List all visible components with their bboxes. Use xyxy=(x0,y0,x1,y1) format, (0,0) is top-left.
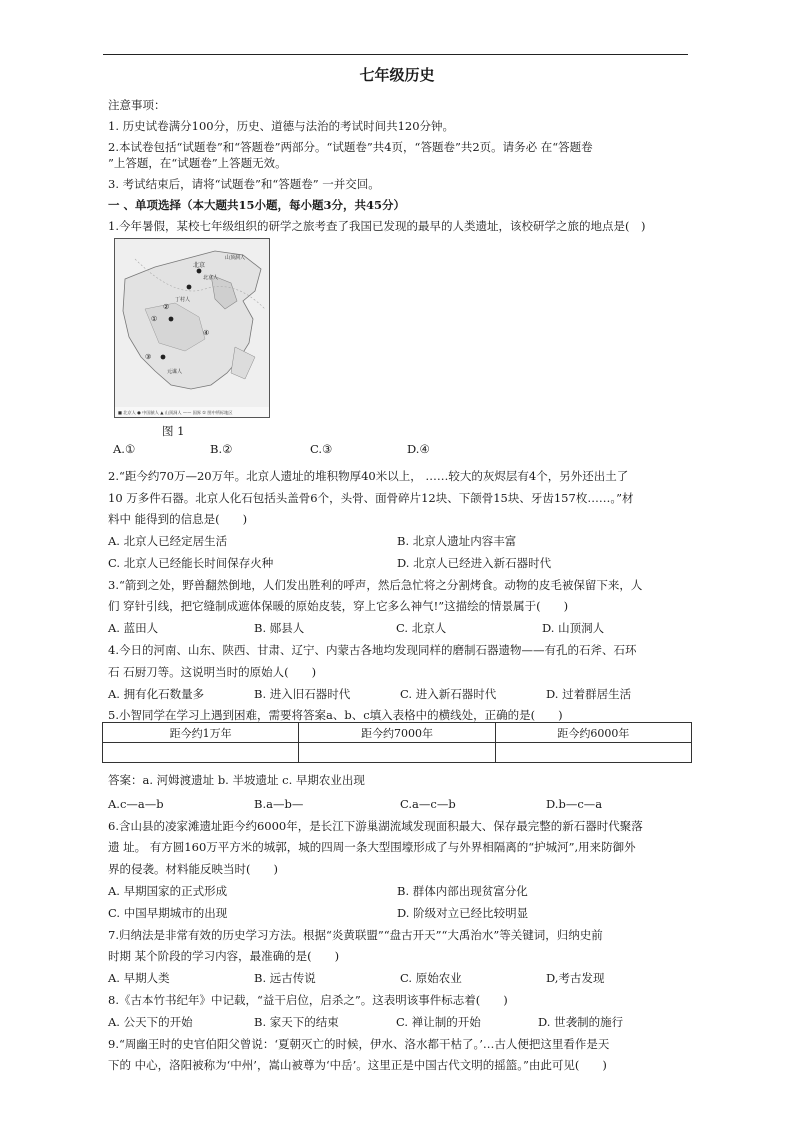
map-label: 丁村人 xyxy=(175,297,191,303)
question-1-option-a[interactable]: A.① xyxy=(113,442,136,456)
question-8-stem: 8.《古本竹书纪年》中记载，“益干启位，启杀之”。这表明该事件标志着( ) xyxy=(108,993,508,1007)
map-label: 山顶洞人 xyxy=(225,255,246,261)
question-3-option-c[interactable]: C. 北京人 xyxy=(396,621,447,635)
question-5-option-c[interactable]: C.a—c—b xyxy=(400,797,456,811)
map-legend: ■ 北京人 ● 中国猿人 ▲ 山顶洞人 —— 国界 ① 图中所标地区 xyxy=(118,410,233,415)
map-number: ① xyxy=(151,315,158,323)
question-3-option-b[interactable]: B. 郧县人 xyxy=(254,621,305,635)
question-4-option-a[interactable]: A. 拥有化石数量多 xyxy=(108,687,205,701)
question-3-line: 3.“箭到之处，野兽翻然倒地，人们发出胜利的呼声，然后急忙将之分割烤食。动物的皮毛被保留下来，人 xyxy=(108,578,643,592)
question-5-table xyxy=(102,722,692,763)
map-number: ③ xyxy=(145,353,152,361)
site-marker xyxy=(169,317,174,322)
question-3-option-d[interactable]: D. 山顶洞人 xyxy=(542,621,605,635)
question-4-line: 4.今日的河南、山东、陕西、甘肃、辽宁、内蒙古各地均发现同样的磨制石器遗物——有孔的石斧、石环 xyxy=(108,643,637,657)
question-3-line: 们 穿针引线，把它缝制成遮体保暖的原始皮装，穿上它多么神气!”这描绘的情景属于( ) xyxy=(108,599,569,613)
notice-heading: 注意事项： xyxy=(108,98,166,112)
site-marker xyxy=(161,355,166,360)
question-6-option-c[interactable]: C. 中国早期城市的出现 xyxy=(108,906,228,920)
question-6-option-a[interactable]: A. 早期国家的正式形成 xyxy=(108,884,228,898)
question-4-option-c[interactable]: C. 进入新石器时代 xyxy=(400,687,497,701)
table-header-cell: 距今约6000年 xyxy=(495,723,691,743)
table-row xyxy=(103,743,692,763)
note-line: 3. 考试结束后，请将“试题卷”和“答题卷” 一并交回。 xyxy=(108,177,380,191)
question-2-option-d[interactable]: D. 北京人已经进入新石器时代 xyxy=(397,556,552,570)
question-7-option-b[interactable]: B. 远古传说 xyxy=(254,971,316,985)
question-2-option-b[interactable]: B. 北京人遗址内容丰富 xyxy=(397,534,517,548)
question-5-option-b[interactable]: B.a—b— xyxy=(254,797,304,811)
page-title: 七年级历史 xyxy=(359,66,435,84)
map-label: 北京 xyxy=(193,262,206,269)
question-5-option-d[interactable]: D.b—c—a xyxy=(546,797,603,811)
question-2-option-c[interactable]: C. 北京人已经能长时间保存火种 xyxy=(108,556,274,570)
table-blank-cell[interactable] xyxy=(103,743,299,763)
question-1-option-d[interactable]: D.④ xyxy=(407,442,430,456)
question-6-option-b[interactable]: B. 群体内部出现贫富分化 xyxy=(397,884,528,898)
question-7-line: 7.归纳法是非常有效的历史学习方法。根据“炎黄联盟”“盘古开天”“大禹治水”等关键词，归纳史前 xyxy=(108,928,603,942)
question-9-line: 下的 中心，洛阳被称为‘中州’，嵩山被尊为‘中岳’。这里正是中国古代文明的摇篮。”由此可见( ) xyxy=(108,1058,607,1072)
map-label: 元谋人 xyxy=(167,369,183,375)
section-heading: 一 、单项选择（本大题共15小题，每小题3分，共45分） xyxy=(108,198,406,212)
question-8-option-b[interactable]: B. 家天下的结束 xyxy=(254,1015,339,1029)
note-line: 2.本试卷包括“试题卷”和“答题卷”两部分。“试题卷”共4页，“答题卷”共2页。请务必 在“答题卷 xyxy=(108,140,593,154)
question-5-stem: 5.小智同学在学习上遇到困难，需要将答案a、b、c填入表格中的横线处，正确的是( ) xyxy=(108,708,563,722)
question-7-option-c[interactable]: C. 原始农业 xyxy=(400,971,462,985)
map-number: ② xyxy=(163,303,170,311)
note-line: 1. 历史试卷满分100分，历史、道德与法治的考试时间共120分钟。 xyxy=(108,119,455,133)
map-number: ④ xyxy=(203,329,210,337)
question-2-line: 10 万多件石器。北京人化石包括头盖骨6个，头骨、面骨碎片12块、下颌骨15块、牙齿157枚……。”材 xyxy=(108,491,634,505)
question-6-line: 6.含山县的凌家滩遗址距今约6000年，是长江下游巢湖流域发现面积最大、保存最完整的新石器时代聚落 xyxy=(108,819,643,833)
question-2-line: 料中 能得到的信息是( ) xyxy=(108,512,248,526)
question-4-option-b[interactable]: B. 进入旧石器时代 xyxy=(254,687,351,701)
table-header-cell: 距今约7000年 xyxy=(299,723,495,743)
table-blank-cell[interactable] xyxy=(299,743,495,763)
question-1-option-b[interactable]: B.② xyxy=(210,442,233,456)
question-4-line: 石 石厨刀等。这说明当时的原始人( ) xyxy=(108,665,317,679)
question-2-option-a[interactable]: A. 北京人已经定居生活 xyxy=(108,534,228,548)
question-6-line: 界的侵袭。材料能反映当时( ) xyxy=(108,862,278,876)
question-6-option-d[interactable]: D. 阶级对立已经比较明显 xyxy=(397,906,529,920)
question-3-option-a[interactable]: A. 蓝田人 xyxy=(108,621,159,635)
question-2-line: 2.“距今约70万—20万年。北京人遗址的堆积物厚40米以上， ……较大的灰烬层有4个，另外还出土了 xyxy=(108,469,629,483)
site-marker xyxy=(187,285,192,290)
question-8-option-d[interactable]: D. 世袭制的施行 xyxy=(538,1015,624,1029)
question-7-option-a[interactable]: A. 早期人类 xyxy=(108,971,170,985)
question-5-option-a[interactable]: A.c—a—b xyxy=(108,797,164,811)
question-9-line: 9.“周幽王时的史官伯阳父曾说：‘夏朝灭亡的时候，伊水、洛水都干枯了。’…古人便把这里看作是天 xyxy=(108,1037,610,1051)
question-7-option-d[interactable]: D,考古发现 xyxy=(546,971,605,985)
table-blank-cell[interactable] xyxy=(495,743,691,763)
question-1-option-c[interactable]: C.③ xyxy=(310,442,333,456)
question-8-option-a[interactable]: A. 公天下的开始 xyxy=(108,1015,193,1029)
question-6-line: 遗 址。 有方圆160万平方米的城郭，城的四周一条大型围壕形成了与外界相隔离的“护城河”,用来防御外 xyxy=(108,840,636,854)
question-5-answers: 答案：a. 河姆渡遗址 b. 半坡遗址 c. 早期农业出现 xyxy=(108,773,365,787)
note-line: ”上答题，在“试题卷”上答题无效。 xyxy=(108,156,287,170)
top-rule xyxy=(103,54,688,55)
question-7-line: 时期 某个阶段的学习内容，最准确的是( ) xyxy=(108,949,340,963)
table-row xyxy=(103,723,692,743)
question-4-option-d[interactable]: D. 过着群居生活 xyxy=(546,687,632,701)
question-8-option-c[interactable]: C. 禅让制的开始 xyxy=(396,1015,481,1029)
table-header-cell: 距今约1万年 xyxy=(103,723,299,743)
china-map-figure xyxy=(115,239,269,417)
question-1-stem: 1.今年暑假，某校七年级组织的研学之旅考查了我国已发现的最早的人类遗址，该校研学之旅的地点是( ) xyxy=(108,219,646,233)
figure-caption: 图 1 xyxy=(162,424,185,438)
site-marker xyxy=(197,269,202,274)
map-label: 北京人 xyxy=(203,275,219,281)
question-1-map xyxy=(114,238,270,418)
